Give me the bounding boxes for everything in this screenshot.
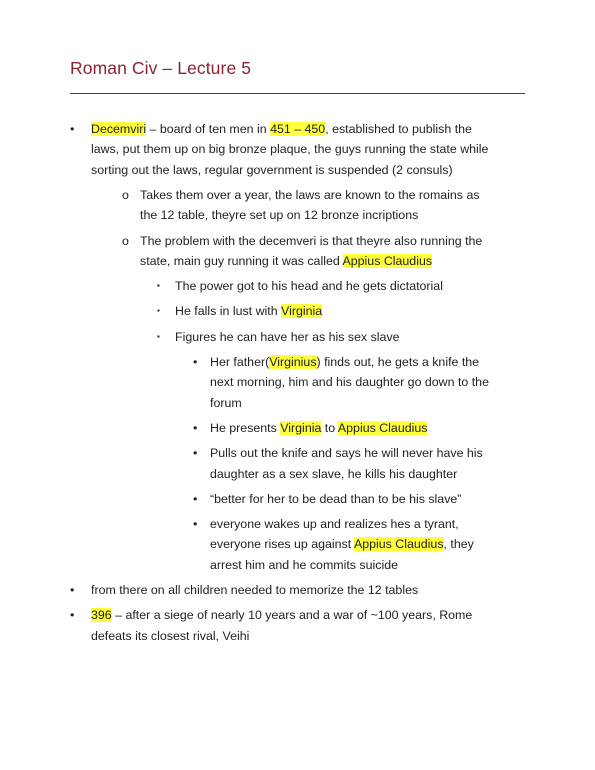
note-text: Takes them over a year, the laws are known to the romains as	[140, 187, 480, 202]
note-line	[91, 626, 249, 646]
highlighted-term: Virginia	[281, 304, 323, 319]
note-line	[91, 139, 488, 159]
note-line	[91, 119, 472, 139]
note-line	[140, 205, 418, 225]
note-text: The power got to his head and he gets dictatorial	[175, 279, 443, 294]
note-line	[210, 418, 427, 438]
note-text: sorting out the laws, regular government is suspended (2 consuls)	[91, 162, 453, 177]
note-text: – after a siege of nearly 10 years and a war of ~100 years, Rome	[111, 608, 473, 623]
highlighted-term: Appius Claudius	[353, 537, 444, 552]
note-text: He presents	[210, 420, 281, 435]
square-marker: ▪	[157, 281, 160, 291]
note-line	[91, 160, 453, 180]
highlighted-term: Appius Claudius	[337, 420, 428, 435]
highlighted-term: Decemviri	[91, 122, 147, 136]
note-text: , they	[443, 537, 474, 552]
note-text: state, main guy running it was called	[140, 253, 343, 268]
note-line	[210, 393, 242, 413]
note-line	[210, 514, 459, 534]
note-line	[210, 489, 461, 509]
page-title: Roman Civ – Lecture 5	[70, 58, 252, 78]
note-text: everyone wakes up and realizes hes a tyrant,	[210, 517, 459, 532]
highlighted-term: Virginius	[269, 355, 317, 369]
note-line	[210, 534, 474, 554]
note-line	[175, 276, 443, 296]
note-text: defeats its closest rival, Veihi	[91, 628, 250, 643]
bullet-marker: •	[70, 583, 75, 597]
note-line	[210, 372, 489, 392]
note-line	[140, 185, 480, 205]
highlighted-term: Virginia	[280, 420, 322, 435]
bullet-marker: •	[193, 355, 198, 369]
note-text: Pulls out the knife and says he will never have his	[210, 446, 483, 461]
highlighted-term: 451 – 450	[270, 122, 326, 136]
bullet-marker: •	[193, 491, 198, 506]
bullet-marker: •	[193, 517, 198, 532]
note-text: forum	[210, 395, 242, 410]
note-line	[175, 327, 400, 347]
highlighted-term: Appius Claudius	[342, 253, 433, 268]
note-text: the 12 table, theyre set up on 12 bronze incriptions	[140, 208, 419, 223]
note-text: “better for her to be dead than to be his slave”	[210, 491, 462, 506]
note-text: Her father(	[210, 355, 270, 369]
note-line	[140, 231, 482, 251]
bullet-marker: •	[193, 420, 198, 435]
bullet-marker: •	[193, 446, 198, 461]
note-text: He falls in lust with	[175, 304, 282, 319]
note-text: , established to publish the	[325, 122, 472, 136]
note-line	[91, 605, 472, 625]
note-text: from there on all children needed to memorize the 12 tables	[91, 583, 419, 597]
square-marker: ▪	[157, 306, 160, 316]
note-text: Figures he can have her as his sex slave	[175, 329, 400, 344]
circle-marker: o	[122, 187, 129, 202]
note-text: to	[321, 420, 338, 435]
note-line	[175, 301, 322, 321]
title-divider	[70, 93, 525, 94]
note-text: ) finds out, he gets a knife the	[316, 355, 480, 369]
highlighted-term: 396	[91, 608, 112, 623]
note-line	[210, 464, 457, 484]
note-text: daughter as a sex slave, he kills his daughter	[210, 466, 458, 481]
note-line	[140, 251, 432, 271]
note-line	[210, 443, 483, 463]
note-text: laws, put them up on big bronze plaque, the guys running the state while	[91, 142, 489, 157]
circle-marker: o	[122, 233, 129, 248]
note-line	[210, 555, 398, 575]
square-marker: ▪	[157, 331, 160, 341]
note-text: next morning, him and his daughter go down to the	[210, 375, 489, 390]
note-text: arrest him and he commits suicide	[210, 557, 398, 572]
note-line	[210, 352, 479, 372]
note-text: everyone rises up against	[210, 537, 354, 552]
note-text: – board of ten men in	[146, 122, 271, 136]
note-line	[91, 580, 418, 600]
bullet-marker: •	[70, 608, 75, 623]
note-text: The problem with the decemveri is that theyre also running the	[140, 233, 483, 248]
bullet-marker: •	[70, 122, 75, 136]
